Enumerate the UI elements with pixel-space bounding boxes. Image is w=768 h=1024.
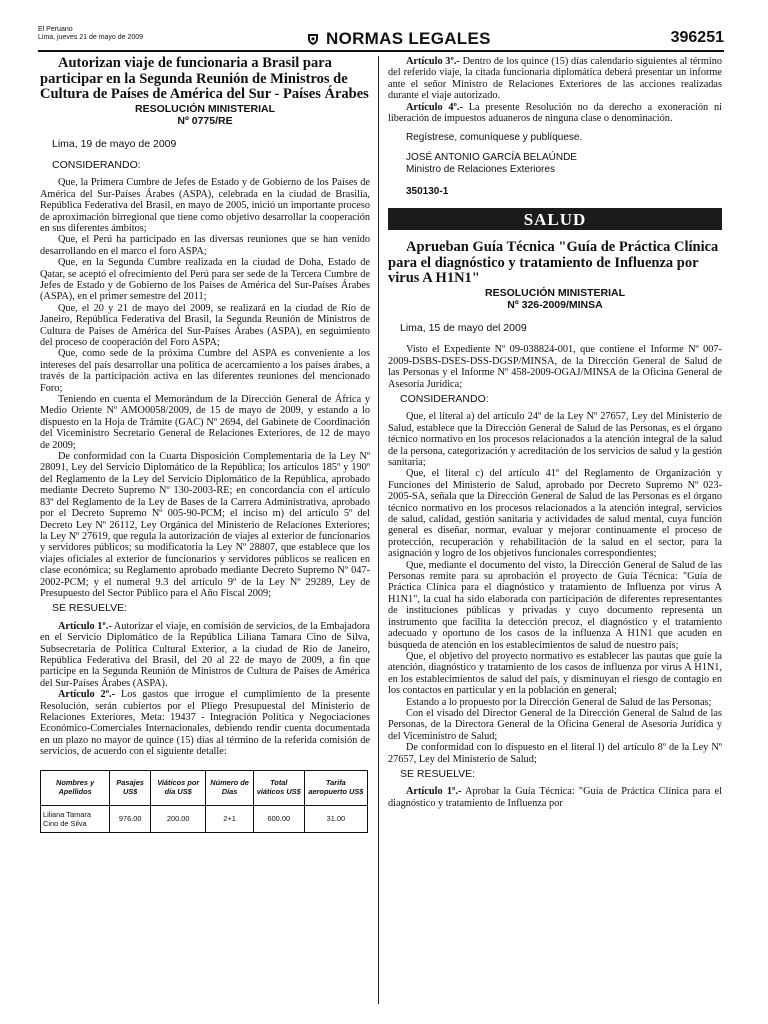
table-cell: 976.00 xyxy=(110,805,151,832)
visto-paragraph: Visto el Expediente Nº 09-038824-001, que contiene el Informe Nº 007-2009-DSBS-DSES-DSS-DGSP/MINSA, de la Dirección General de Salud de las Personas y el Informe Nº 458-2009-OGAJ/MINSA de la Oficina General de Asesoría Jurídica; xyxy=(388,344,722,390)
article-label: Artículo 4º.- xyxy=(406,101,463,113)
signature-block xyxy=(388,132,722,198)
paragraph: Teniendo en cuenta el Memorándum de la Dirección General de África y Medio Oriente Nº AMO0058/2009, de 15 de mayo de 2009, y estando a lo dispuesto en la Hoja de Trámite (GAC) Nº 2694, del Gabinete de Coordinación del Viceministro Secretario General de Relaciones Exteriores, de 12 de mayo de 2009; xyxy=(40,394,370,451)
table-header-row xyxy=(41,770,368,805)
paragraph: Que, el literal c) del artículo 41º del Reglamento de Organización y Funciones del Ministerio de Salud, aprobado por Decreto Supremo Nº 023-2005-SA, señala que la Dirección General de Salud de las Personas es el órgano técnico normativo en los procesos relacionados a la atención integral, servicios de salud, calidad, gestión sanitaria y actividades de salud mental, cuya función general es diseñar, normar, evaluar y mejorar continuamente el proceso de protección, recuperación y rehabilitación de la salud en el sector, para la asignación y logro de los objetivos funcionales correspondientes; xyxy=(388,468,722,560)
article-title-brasil: Autorizan viaje de funcionaria a Brasil para participar en la Segunda Reunión de Ministros de Cultura de Países de América del Sur - Países Árabes xyxy=(40,55,369,102)
considerando-heading-right: CONSIDERANDO: xyxy=(400,392,489,405)
paragraph: Que, el 20 y 21 de mayo del 2009, se realizará en la ciudad de Río de Janeiro, República Federativa del Brasil, la Segunda Reunión de Ministros de Cultura de Países de América del Sur-Países Árabes (ASPA), en seguimiento del proceso de cooperación del Foro ASPA; xyxy=(40,302,370,348)
table-header-cell: Número de Días xyxy=(206,770,253,805)
publication-code: 350130-1 xyxy=(406,186,449,198)
article-label: Artículo 2º.- xyxy=(58,689,116,701)
left-column xyxy=(40,56,370,833)
paragraph: Estando a lo propuesto por la Dirección General de Salud de las Personas; xyxy=(406,696,712,708)
paragraph: Que, el Perú ha participado en las diversas reuniones que se han venido desarrollando en el marco el foro ASPA; xyxy=(40,234,370,257)
paragraph: Que, el objetivo del proyecto normativo es establecer las pautas que guíe la atención, diagnóstico y tratamiento de los casos de influenza por virus A H1N1, en los establecimientos de salud del país, y disminuyan el riesgo de contagio en los contactos en particular y en la población en general; xyxy=(388,650,722,697)
resolution-number: Nº 0775/RE xyxy=(177,114,233,127)
paragraph: Que, en la Segunda Cumbre realizada en la ciudad de Doha, Estado de Qatar, se aceptó el ofrecimiento del Perú para ser sede de la Tercera Cumbre de Jefes de Estado y de Gobierno de los Países de América del Sur-Países Árabes (ASPA), en el primer semestre del 2011; xyxy=(40,257,370,303)
resolution-number: Nº 326-2009/MINSA xyxy=(507,298,603,311)
table-row xyxy=(41,805,368,832)
resolution-heading-left xyxy=(40,103,370,127)
resolution-label: RESOLUCIÓN MINISTERIAL xyxy=(134,102,275,115)
header-section-title xyxy=(306,29,491,49)
right-column xyxy=(388,56,722,809)
se-resuelve-heading-left: SE RESUELVE: xyxy=(52,602,128,615)
header-rule xyxy=(38,50,724,52)
table-cell: Liliana Tamara Cino de Silva xyxy=(41,805,110,832)
coat-of-arms-icon xyxy=(306,32,320,46)
article-label: Artículo 1º.- xyxy=(58,620,112,632)
table-cell: 600.00 xyxy=(253,805,304,832)
table-header-cell: Viáticos por día US$ xyxy=(151,770,206,805)
dateline-left: Lima, 19 de mayo de 2009 xyxy=(52,137,177,150)
paragraph: Que, la Primera Cumbre de Jefes de Estado y de Gobierno de los Países de América del Sur-Países Árabes (ASPA), celebrada en la ciudad de Brasilia, República Federativa del Brasil, en mayo de 2005, inició un importante proceso de aproximación birregional que tiene como objetivo desarrollar la cooperación en sus diferentes ámbitos; xyxy=(40,177,370,234)
article-2-left xyxy=(40,689,370,757)
article-text: Dentro de los quince (15) días calendario siguientes al término del referido viaje, la citada funcionaria diplomática deberá presentar un informe ante el señor Ministro de Relaciones Exteriores de las acciones realizadas durante el viaje autorizado. xyxy=(388,56,723,102)
header-date: Lima, jueves 21 de mayo de 2009 xyxy=(38,34,144,41)
paragraph: Que, el literal a) del artículo 24º de la Ley Nº 27657, Ley del Ministerio de Salud, establece que la Dirección General de Salud de las Personas, es el órgano técnico normativo en los procesos relacionados a la atención integral de la salud de la persona, categorización y acreditación de los servicios de salud y la gestión sanitaria; xyxy=(388,411,722,468)
article-title-salud: Aprueban Guía Técnica "Guía de Práctica Clínica para el diagnóstico y tratamiento de Influenza por virus A H1N1" xyxy=(388,239,719,287)
table-header-cell: Tarifa aeropuerto US$ xyxy=(304,770,367,805)
article-3-right xyxy=(388,56,722,102)
dateline-right: Lima, 15 de mayo del 2009 xyxy=(400,321,527,334)
section-banner-salud: SALUD xyxy=(388,208,722,230)
paragraph: Que, mediante el documento del visto, la Dirección General de Salud de las Personas remite para su aprobación el proyecto de Guía Técnica: "Guía de Práctica Clínica para el diagnóstico y tratamiento de Influenza por virus A H1N1", la cual ha sido elaborada con participación de diferentes representantes de instituciones públicas y privadas y cuyo documento representa un instrumento que facilita la detección precoz, el diagnóstico y el tratamiento adecuado y oportuno de los casos de la influenza A H1N1 que acuden en búsqueda de atención en los establecimientos de salud de nuestro país; xyxy=(388,559,722,651)
article-text: La presente Resolución no da derecho a exoneración ni liberación de impuestos aduaneros de ninguna clase o denominación. xyxy=(388,101,722,125)
paragraph: De conformidad con la Cuarta Disposición Complementaria de la Ley Nº 28091, Ley del Servicio Diplomático de la República; los artículos 185º y 190º del Reglamento de la Ley del Servicio Diplomático de la República, aprobado mediante Decreto Supremo Nº 130-2003-RE; en concordancia con el artículo 83º del Reglamento de la Ley de Bases de la Carrera Administrativa, aprobado por el Decreto Supremo Nº 005-90-PCM; el inciso m) del artículo 5º del Decreto Ley Nº 26112, Ley Orgánica del Ministerio de Relaciones Exteriores; la Ley Nº 27619, que regula la autorización de viajes al exterior de funcionarios y servidores públicos; su modificatoria la Ley Nº 28807, que establece que los viajes oficiales al exterior de funcionarios y servidores públicos se realicen en clase económica; su Reglamento aprobado mediante Decreto Supremo Nº 047-2002-PCM; y el numeral 9.3 del artículo 9º de la Ley Nº 29289, Ley de Presupuesto del Sector Público para el Año Fiscal 2009; xyxy=(40,451,370,599)
se-resuelve-heading-right: SE RESUELVE: xyxy=(400,767,476,780)
header-page-number: 396251 xyxy=(670,29,724,46)
resolution-label: RESOLUCIÓN MINISTERIAL xyxy=(484,286,625,299)
header-section-label: NORMAS LEGALES xyxy=(326,29,491,48)
table-cell: 2+1 xyxy=(206,805,253,832)
register-line: Regístrese, comuníquese y publíquese. xyxy=(406,132,583,144)
column-divider xyxy=(378,56,379,1004)
header-publication: El Peruano xyxy=(38,26,73,33)
paragraph: De conformidad con lo dispuesto en el literal l) del artículo 8º de la Ley Nº 27657, Ley del Ministerio de Salud; xyxy=(388,742,722,765)
paragraph: Con el visado del Director General de la Dirección General de Salud de las Personas, de la Directora General de la Oficina General de Asesoría Jurídica y del Viceministro de Salud; xyxy=(388,707,722,742)
signer-name: JOSÉ ANTONIO GARCÍA BELAÚNDE xyxy=(406,152,577,164)
viaticos-table xyxy=(40,770,368,833)
table-header-cell: Total viáticos US$ xyxy=(253,770,304,805)
paragraph: Que, como sede de la próxima Cumbre del ASPA es conveniente a los intereses del país desarrollar una política de acercamiento a los países árabes, a través de la participación activa en las diferentes reuniones del mencionado Foro; xyxy=(40,348,370,394)
article-4-right xyxy=(388,102,722,125)
resolution-heading-right xyxy=(388,287,722,311)
article-text: Aprobar la Guía Técnica: "Guía de Práctica Clínica para el diagnóstico y tratamiento de Influenza por xyxy=(388,786,722,809)
table-header-cell: Nombres y Apellidos xyxy=(41,770,110,805)
signer-role: Ministro de Relaciones Exteriores xyxy=(406,164,555,176)
article-text: Autorizar el viaje, en comisión de servicios, de la Embajadora en el Servicio Diplomático de la República Liliana Tamara Cino de Silva, Subsecretaria de Política Cultural Exterior, a la ciudad de Río de Janeiro, República Federativa del Brasil, del 20 al 22 de mayo de 2009, a fin que participe en la Segunda Reunión de Ministros de Cultura de Países de América del Sur-Países Árabes (ASPA). xyxy=(40,620,370,689)
header-publication-info xyxy=(38,26,143,42)
table-header-cell: Pasajes US$ xyxy=(110,770,151,805)
article-1-right xyxy=(388,786,722,809)
article-label: Artículo 3º.- xyxy=(406,56,460,67)
article-1-left xyxy=(40,621,370,689)
table-cell: 31.00 xyxy=(304,805,367,832)
article-label: Artículo 1º.- xyxy=(406,786,462,798)
considerando-heading-left: CONSIDERANDO: xyxy=(52,158,141,171)
article-text: Los gastos que irrogue el cumplimiento de la presente Resolución, serán cubiertos por el Pliego Presupuestal del Ministerio de Relaciones Exteriores, Meta: 19437 - Integración Política y Negociaciones Económico-Comerciales Internacionales, debiendo rendir cuenta documentada en un plazo no mayor de quince (15) días al término de la referida comisión de servicios, de acuerdo con el siguiente detalle: xyxy=(40,689,370,758)
table-cell: 200.00 xyxy=(151,805,206,832)
